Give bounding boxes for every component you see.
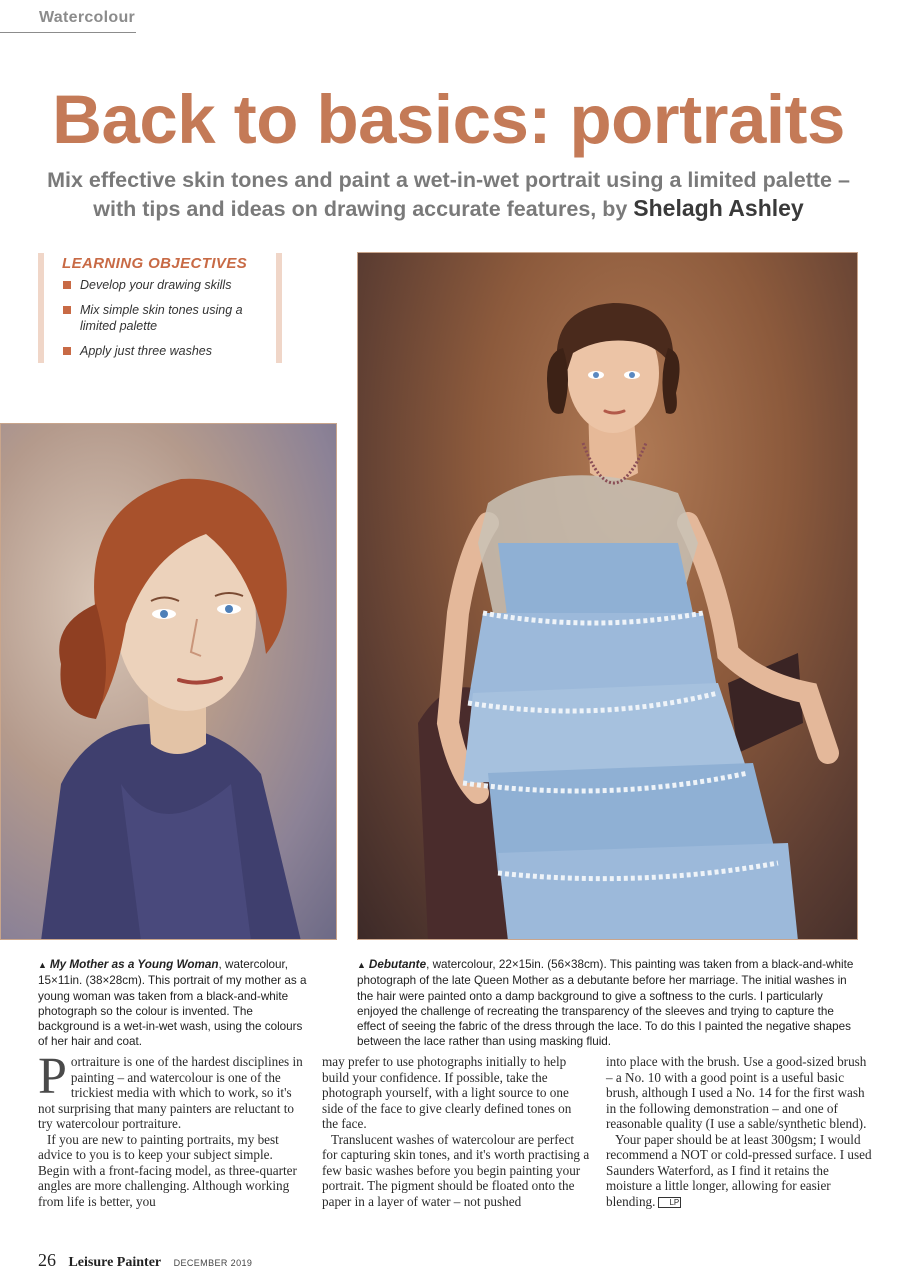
caption-triangle-icon: ▲ [357,960,366,970]
learning-objectives-box [38,253,282,363]
painting-my-mother [0,423,337,940]
objectives-list [62,277,262,368]
objective-item: Apply just three washes [62,343,262,359]
body-column-3 [606,1054,874,1209]
objectives-title: LEARNING OBJECTIVES [62,255,248,272]
body-paragraph: ortraiture is one of the hardest disciplines in painting – and watercolour is one of the trickiest media with which to work, so it's not surprising that many painters are reluctant to try watercolour portraiture. [38,1054,303,1131]
caption-text: , watercolour, 22×15in. (56×38cm). This painting was taken from a black-and-white photograph of the late Queen Mother as a debutante before her marriage. The initial washes in the hair were painted onto a damp background to give a softness to the curls. I particularly enjoyed the challenge of recreating the transparency of the sleeves and trying to capture the effect of seeing the fabric of the dress through the lace. To do this I painted the negative shapes between the lace rather than using masking fluid. [357,958,854,1049]
standfirst-text: Mix effective skin tones and paint a wet-in-wet portrait using a limited palette – with tips and ideas on drawing accurate features, by [47,168,850,221]
body-paragraph: into place with the brush. Use a good-sized brush – a No. 10 with a good point is a useful basic brush, although I used a No. 14 for the first wash in the following demonstration – and one of reasonable quality (I use a sable/synthetic blend). [606,1054,867,1131]
caption-my-mother [38,957,314,1050]
body-paragraph: may prefer to use photographs initially to help build your confidence. If possible, take the photograph yourself, with a light source to one side of the face to give clearly defined tones on the face. [322,1054,572,1131]
caption-title: Debutante [368,958,427,971]
page-number: 26 [38,1250,56,1270]
caption-text: , watercolour, 15×11in. (38×28cm). This portrait of my mother as a young woman was taken from a black-and-white photograph so the colour is invented. The background is a wet-in-wet wash, using the colours of her hair and coat. [38,958,307,1049]
painting-debutante [357,252,858,940]
issue-date: DECEMBER 2019 [173,1258,253,1268]
body-column-1 [38,1048,306,1209]
portrait-woman-illustration [1,424,337,940]
objective-item: Develop your drawing skills [62,277,262,293]
body-column-2 [322,1054,590,1209]
body-paragraph: Translucent washes of watercolour are perfect for capturing skin tones, and it's worth practising a few basic washes before you begin painting your portrait. The pigment should be floated onto the paper in a layer of water – not pushed [322,1131,590,1209]
end-mark-icon: LP [658,1197,681,1208]
headline: Back to basics: portraits [52,81,845,158]
caption-debutante [357,957,858,1050]
dropcap: P [38,1048,67,1105]
body-paragraph: If you are new to painting portraits, my best advice to you is to keep your subject simple. Begin with a front-facing model, as three-quarter angles are more challenging. Although working from life is better, you [38,1131,297,1209]
body-paragraph: Your paper should be at least 300gsm; I would recommend a NOT or cold-pressed surface. I used Saunders Waterford, as I find it retains the moisture a little longer, allowing for easier blending. [606,1131,872,1209]
objective-item: Mix simple skin tones using a limited palette [62,302,262,334]
author-name: Shelagh Ashley [633,195,804,221]
standfirst [40,166,857,223]
portrait-debutante-illustration [358,253,858,940]
caption-title: My Mother as a Young Woman [49,958,219,971]
section-label: Watercolour [39,9,136,26]
magazine-logo: Leisure Painter [68,1255,162,1270]
caption-triangle-icon: ▲ [38,960,47,970]
page-footer [38,1250,252,1270]
section-tag [0,0,136,33]
